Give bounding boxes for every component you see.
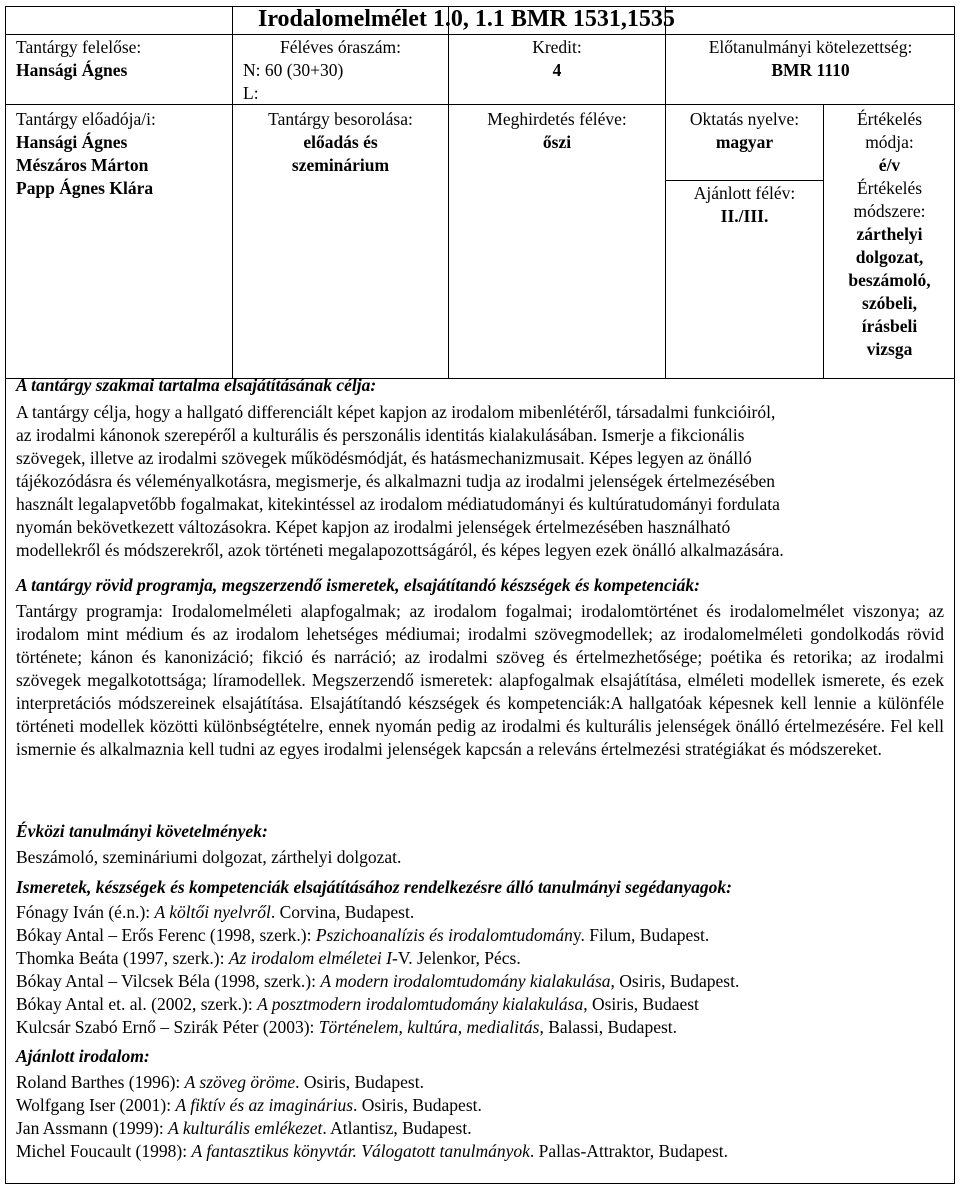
evaluation-mode-label: módja: [865, 132, 914, 152]
reference-author: Fónagy Iván (é.n.): [16, 902, 155, 922]
language-value: magyar [715, 132, 774, 152]
evaluation-method-value: írásbeli [861, 316, 918, 336]
reference-author: Kulcsár Szabó Ernő – Szirák Péter (2003): [16, 1017, 319, 1037]
reference-publisher: . Pallas-Attraktor, Budapest. [529, 1141, 729, 1161]
reference-title: A posztmodern irodalomtudomány kialakulása [257, 994, 584, 1014]
reference-title: A költői nyelvről [154, 902, 271, 922]
evaluation-method-value: beszámoló, [848, 270, 931, 290]
reference-title: A szöveg öröme [184, 1072, 296, 1092]
semester-label: Meghirdetés féléve: [487, 109, 627, 129]
reference-item [16, 1117, 944, 1140]
reference-item [16, 1140, 944, 1163]
requirements-text: Beszámoló, szemináriumi dolgozat, zárthelyi dolgozat. [16, 847, 402, 867]
recommended-semester-cell [666, 182, 823, 228]
lecturer-name: Mészáros Márton [16, 155, 149, 175]
reference-publisher: . Osiris, Budapest. [295, 1072, 424, 1092]
column-divider [232, 6, 233, 378]
program-heading: A tantárgy rövid programja, megszerzendő ismeretek, elsajátítandó készségek és kompetenciák: [16, 575, 700, 595]
evaluation-method-value: zárthelyi [856, 224, 923, 244]
evaluation-mode-value: é/v [878, 155, 901, 175]
evaluation-method-value: szóbeli, [862, 293, 917, 313]
reference-publisher: V. Jelenkor, Pécs. [397, 948, 521, 968]
hours-n-value: N: 60 (30+30) [243, 60, 344, 80]
reference-publisher: y. Filum, Budapest. [572, 925, 710, 945]
reference-author: Bókay Antal – Vilcsek Béla (1998, szerk.): [16, 971, 321, 991]
requirements-heading: Évközi tanulmányi követelmények: [16, 821, 268, 841]
lecturers-cell [16, 108, 230, 200]
evaluation-method-label: módszere: [853, 201, 926, 221]
reference-item [16, 924, 944, 947]
semester-value: őszi [542, 132, 572, 152]
reference-title: A kulturális emlékezet [168, 1118, 323, 1138]
reference-author: Wolfgang Iser (2001): [16, 1095, 176, 1115]
goal-line: az irodalmi kánonok szerepéről a kulturális és perszonális identitás kialakulásában. Ismerje a fikcionális [16, 425, 745, 445]
reference-title: A fantasztikus könyvtár. Válogatott tanulmányok [191, 1141, 530, 1161]
credit-value: 4 [552, 60, 562, 80]
reference-item [16, 901, 944, 924]
semester-cell [449, 108, 665, 154]
reference-publisher: . Atlantisz, Budapest. [322, 1118, 472, 1138]
reference-title: Pszichoanalízis és irodalomtudomán [315, 925, 573, 945]
reference-publisher: , Osiris, Budapest. [610, 971, 740, 991]
language-label: Oktatás nyelve: [689, 109, 800, 129]
reference-author: Bókay Antal et. al. (2002, szerk.): [16, 994, 258, 1014]
prerequisite-value: BMR 1110 [771, 60, 850, 80]
credit-label: Kredit: [532, 37, 582, 57]
materials-list [16, 901, 944, 1039]
responsible-name: Hansági Ágnes [16, 60, 128, 80]
reference-item [16, 970, 944, 993]
program-text: Tantárgy programja: Irodalomelméleti alapfogalmak; az irodalom fogalmai; irodalomtörténet és irodalomelmélet viszonya; az irodalom mint médium és az irodalom lehetséges médiumai; irodalmi szövegmodellek; az irodalomelméleti gondolkodás rövid története; kánon és kanonizáció; fikció és narráció; az irodalmi szöveg és értelmezhetősége; poétika és retorika; az irodalmi szövegek megalkotottsága; líramodellek. Megszerzendő ismeretek: alapfogalmak elsajátítása, elméleti modellek ismerete, és ezek interpretációs módszereinek elsajátítása. Elsajátítandó készségek és kompetenciák:A hallgatóak képesnek kell lennie a különféle történeti modellek közötti különbségtételre, ennek nyomán pedig az irodalmi és kulturális jelenségek önálló értelmezésére. Fel kell ismernie és alkalmaznia kell tudni az egyes irodalmi jelenségek kapcsán a releváns értelmezési stratégiákat és módszereket. [16, 601, 944, 759]
goal-line: modellekről és módszerekről, azok történeti megalapozottságáról, és képes legyen ezek önálló alkalmazására. [16, 540, 784, 560]
goal-text [16, 401, 944, 562]
lecturers-label: Tantárgy előadója/i: [16, 109, 156, 129]
reference-author: Roland Barthes (1996): [16, 1072, 185, 1092]
responsible-label: Tantárgy felelőse: [16, 37, 142, 57]
reference-item [16, 993, 944, 1016]
header-divider [5, 34, 955, 35]
lecturer-name: Papp Ágnes Klára [16, 178, 154, 198]
classification-label: Tantárgy besorolása: [268, 109, 413, 129]
hours-values [243, 59, 443, 105]
prerequisite-label: Előtanulmányi kötelezettség: [708, 37, 913, 57]
recommended-semester-label: Ajánlott félév: [693, 183, 796, 203]
classification-value: előadás és [303, 132, 378, 152]
reference-title: Az irodalom elméletei I- [228, 948, 398, 968]
hours-cell [233, 36, 448, 59]
reference-title: A modern irodalomtudomány kialakulása [320, 971, 611, 991]
reference-title: Történelem, kultúra, medialitás [318, 1017, 540, 1037]
hours-label: Féléves óraszám: [280, 37, 401, 57]
materials-heading: Ismeretek, készségek és kompetenciák elsajátításához rendelkezésre álló tanulmányi segédanyagok: [16, 877, 732, 897]
reference-item [16, 1094, 944, 1117]
language-semester-divider [665, 180, 823, 181]
document-title: Irodalomelmélet 1.0, 1.1 BMR 1531,1535 [258, 6, 675, 32]
reference-publisher: , Osiris, Budaest [583, 994, 699, 1014]
responsible-cell [16, 36, 230, 82]
language-cell [666, 108, 823, 154]
goal-line: nyomán bekövetkezett változásokra. Képet kapjon az irodalmi jelenségek értelmezésében használható [16, 517, 731, 537]
hours-l-value: L: [243, 83, 259, 103]
classification-cell [233, 108, 448, 177]
reference-author: Bókay Antal – Erős Ferenc (1998, szerk.): [16, 925, 316, 945]
evaluation-cell [824, 108, 955, 361]
reference-publisher: . Osiris, Budapest. [353, 1095, 482, 1115]
reference-title: A fiktív és az imaginárius [175, 1095, 354, 1115]
evaluation-mode-label: Értékelés [856, 109, 923, 129]
evaluation-method-label: Értékelés [856, 178, 923, 198]
goal-line: tájékozódásra és véleményalkotásra, megismerje, és alkalmazni tudja az irodalmi jelenségek értelmezésében [16, 471, 775, 491]
recommended-heading: Ajánlott irodalom: [16, 1046, 150, 1066]
recommended-list [16, 1071, 944, 1163]
row-divider [5, 104, 955, 105]
goal-line: használt legalapvetőbb fogalmakat, kitekintéssel az irodalom médiatudományi és kultúratudományi fordulata [16, 494, 780, 514]
reference-item [16, 947, 944, 970]
evaluation-method-value: vizsga [866, 339, 913, 359]
recommended-semester-value: II./III. [720, 206, 769, 226]
classification-value: szeminárium [291, 155, 390, 175]
credit-cell [449, 36, 665, 82]
reference-publisher: , Balassi, Budapest. [539, 1017, 678, 1037]
goal-line: szövegek, illetve az irodalmi szövegek működésmódját, és hatásmechanizmusait. Képes legyen az önálló [16, 448, 752, 468]
reference-item [16, 1016, 944, 1039]
reference-publisher: . Corvina, Budapest. [270, 902, 415, 922]
evaluation-method-value: dolgozat, [855, 247, 924, 267]
goal-heading: A tantárgy szakmai tartalma elsajátításának célja: [16, 375, 377, 395]
reference-item [16, 1071, 944, 1094]
goal-line: A tantárgy célja, hogy a hallgató differenciált képet kapjon az irodalom mibenlétéről, társadalmi funkcióiról, [16, 402, 776, 422]
reference-author: Thomka Beáta (1997, szerk.): [16, 948, 229, 968]
prerequisite-cell [666, 36, 955, 82]
reference-author: Jan Assmann (1999): [16, 1118, 169, 1138]
lecturer-name: Hansági Ágnes [16, 132, 128, 152]
reference-author: Michel Foucault (1998): [16, 1141, 192, 1161]
